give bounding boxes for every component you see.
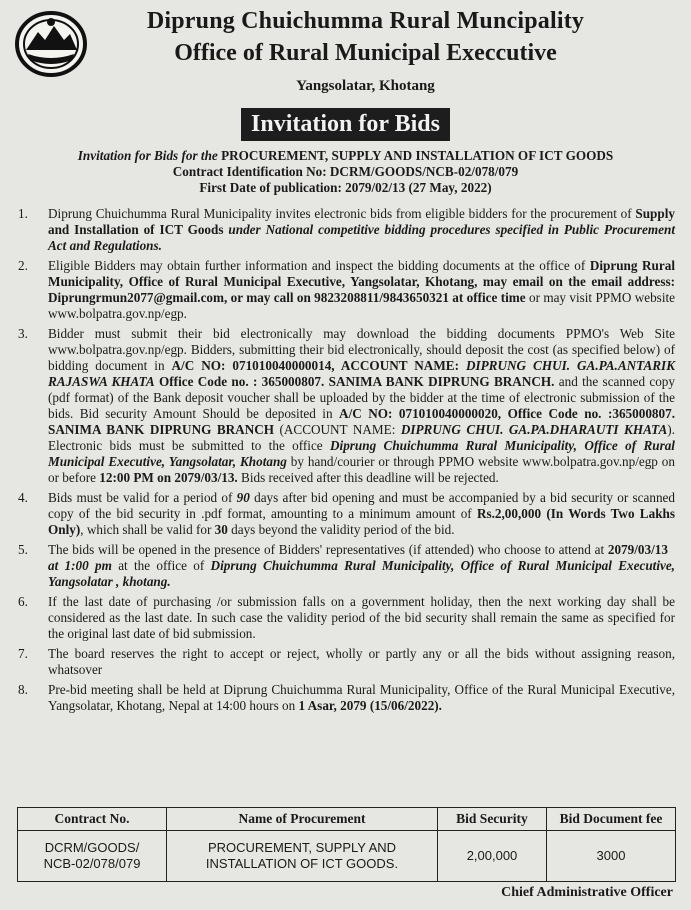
list-item-text: Diprung Chuichumma Rural Municipality invites electronic bids from eligible bidders for the procurement of Supply and Installation of ICT Goods under National competitive bidding procedures specified in Public Procurement Act and Regulations.: [48, 206, 676, 253]
table-row: [18, 831, 676, 882]
list-item-text: If the last date of purchasing /or submission falls on a government holiday, then the next working day shall be considered as the last date. In such case the validity period of the bid security shall remain the same as specified for the original last date of bid submission.: [48, 594, 675, 641]
publication-date: First Date of publication: 2079/02/13 (27 May, 2022): [199, 180, 492, 195]
list-item-text: The board reserves the right to accept or reject, wholly or partly any or all the bids without assigning reason, whatsover: [48, 646, 675, 677]
list-item-text: The bids will be opened in the presence of Bidders' representatives (if attended) who choose to attend at 2079/03/13 at 1:00 pm at the office of Diprung Chuichumma Rural Municipality, Office of Rural Municipal Executive, Yangsolatar , khotang.: [48, 542, 675, 589]
list-item-number: 4.: [18, 490, 28, 505]
office-name: Office of Rural Municipal Execcutive: [174, 40, 557, 66]
list-item-text: Eligible Bidders may obtain further information and inspect the bidding documents at the office of Diprung Rural Municipality, Office of Rural Municipal Executive, Yangsolatar, Khotang, may email on the email address: Diprungrmun2077@gmail.com, or may call on 9823208811/9843650321 at office time or may visit PPMO website www.bolpatra.gov.np/egp.: [48, 258, 675, 321]
contract-table: [17, 807, 676, 882]
list-item-number: 1.: [18, 206, 28, 221]
invitation-title: Invitation for Bids: [241, 108, 450, 141]
list-item: [18, 646, 675, 678]
list-item: [18, 326, 675, 486]
list-item-number: 2.: [18, 258, 28, 273]
list-item: [18, 542, 675, 590]
list-item: [18, 258, 675, 322]
intro-procurement: PROCUREMENT, SUPPLY AND INSTALLATION OF ICT GOODS: [221, 148, 614, 163]
list-item-text: Bidder must submit their bid electronically may download the bidding documents PPMO's Web Site www.bolpatra.gov.np/egp. Bidders, submitting their bid electronically, should deposit the cost (as specified below) of bidding document in A/C NO: 071010040000014, ACCOUNT NAME: DIPRUNG CHUI. GA.PA.ANTARIK RAJASWA KHATA Office Code no. : 365000807. SANIMA BANK DIPRUNG BRANCH. and the scanned copy (pdf format) of the Bank deposit voucher shall be uploaded by the bidder at the time of electronic submission of the bids. Bid security Amount Should be deposited in A/C NO: 071010040000020, Office Code no. :365000807. SANIMA BANK DIPRUNG BRANCH (ACCOUNT NAME: DIPRUNG CHUI. GA.PA.DHARAUTI KHATA). Electronic bids must be submitted to the office Diprung Chuichumma Rural Municipality, Office of Rural Municipal Executive, Yangsolatar, Khotang by hand/courier or through PPMO website www.bolpatra.gov.np/egp on or before 12:00 PM on 2079/03/13. Bids received after this deadline will be rejected.: [48, 326, 675, 485]
list-item-number: 5.: [18, 542, 28, 557]
list-item-number: 6.: [18, 594, 28, 609]
contract-id: Contract Identification No: DCRM/GOODS/NCB-02/078/079: [172, 164, 519, 179]
list-item: [18, 490, 675, 538]
cell-contract-no: DCRM/GOODS/ NCB-02/078/079: [18, 831, 167, 882]
table-header-row: [18, 808, 676, 831]
list-item: [18, 206, 675, 254]
signature: Chief Administrative Officer: [501, 885, 673, 900]
header: [0, 0, 691, 108]
intro-block: [20, 148, 671, 196]
municipality-name: Diprung Chuichumma Rural Muncipality: [146, 8, 585, 34]
col-procurement: Name of Procurement: [167, 808, 438, 831]
col-document-fee: Bid Document fee: [547, 808, 676, 831]
col-contract-no: Contract No.: [18, 808, 167, 831]
cell-bid-security: 2,00,000: [438, 831, 547, 882]
cell-procurement: PROCUREMENT, SUPPLY AND INSTALLATION OF ICT GOODS.: [167, 831, 438, 882]
list-item-number: 3.: [18, 326, 28, 341]
intro-italic: Invitation for Bids for the: [77, 148, 218, 163]
list-item-text: Bids must be valid for a period of 90 days after bid opening and must be accompanied by a bid security or scanned copy of the bid security in .pdf format, amounting to a minimum amount of Rs.2,00,000 (In Words Two Lakhs Only), which shall be valid for 30 days beyond the validity period of the bid.: [48, 490, 675, 537]
list-item-number: 8.: [18, 682, 28, 697]
office-address: Yangsolatar, Khotang: [296, 78, 435, 94]
col-bid-security: Bid Security: [438, 808, 547, 831]
list-item: [18, 682, 675, 714]
terms-list: [18, 206, 675, 718]
list-item-text: Pre-bid meeting shall be held at Diprung Chuichumma Rural Municipality, Office of the Rural Municipal Executive, Yangsolatar, Khotang, Nepal at 14:00 hours on 1 Asar, 2079 (15/06/2022).: [48, 682, 675, 713]
cell-document-fee: 3000: [547, 831, 676, 882]
list-item: [18, 594, 675, 642]
list-item-number: 7.: [18, 646, 28, 661]
